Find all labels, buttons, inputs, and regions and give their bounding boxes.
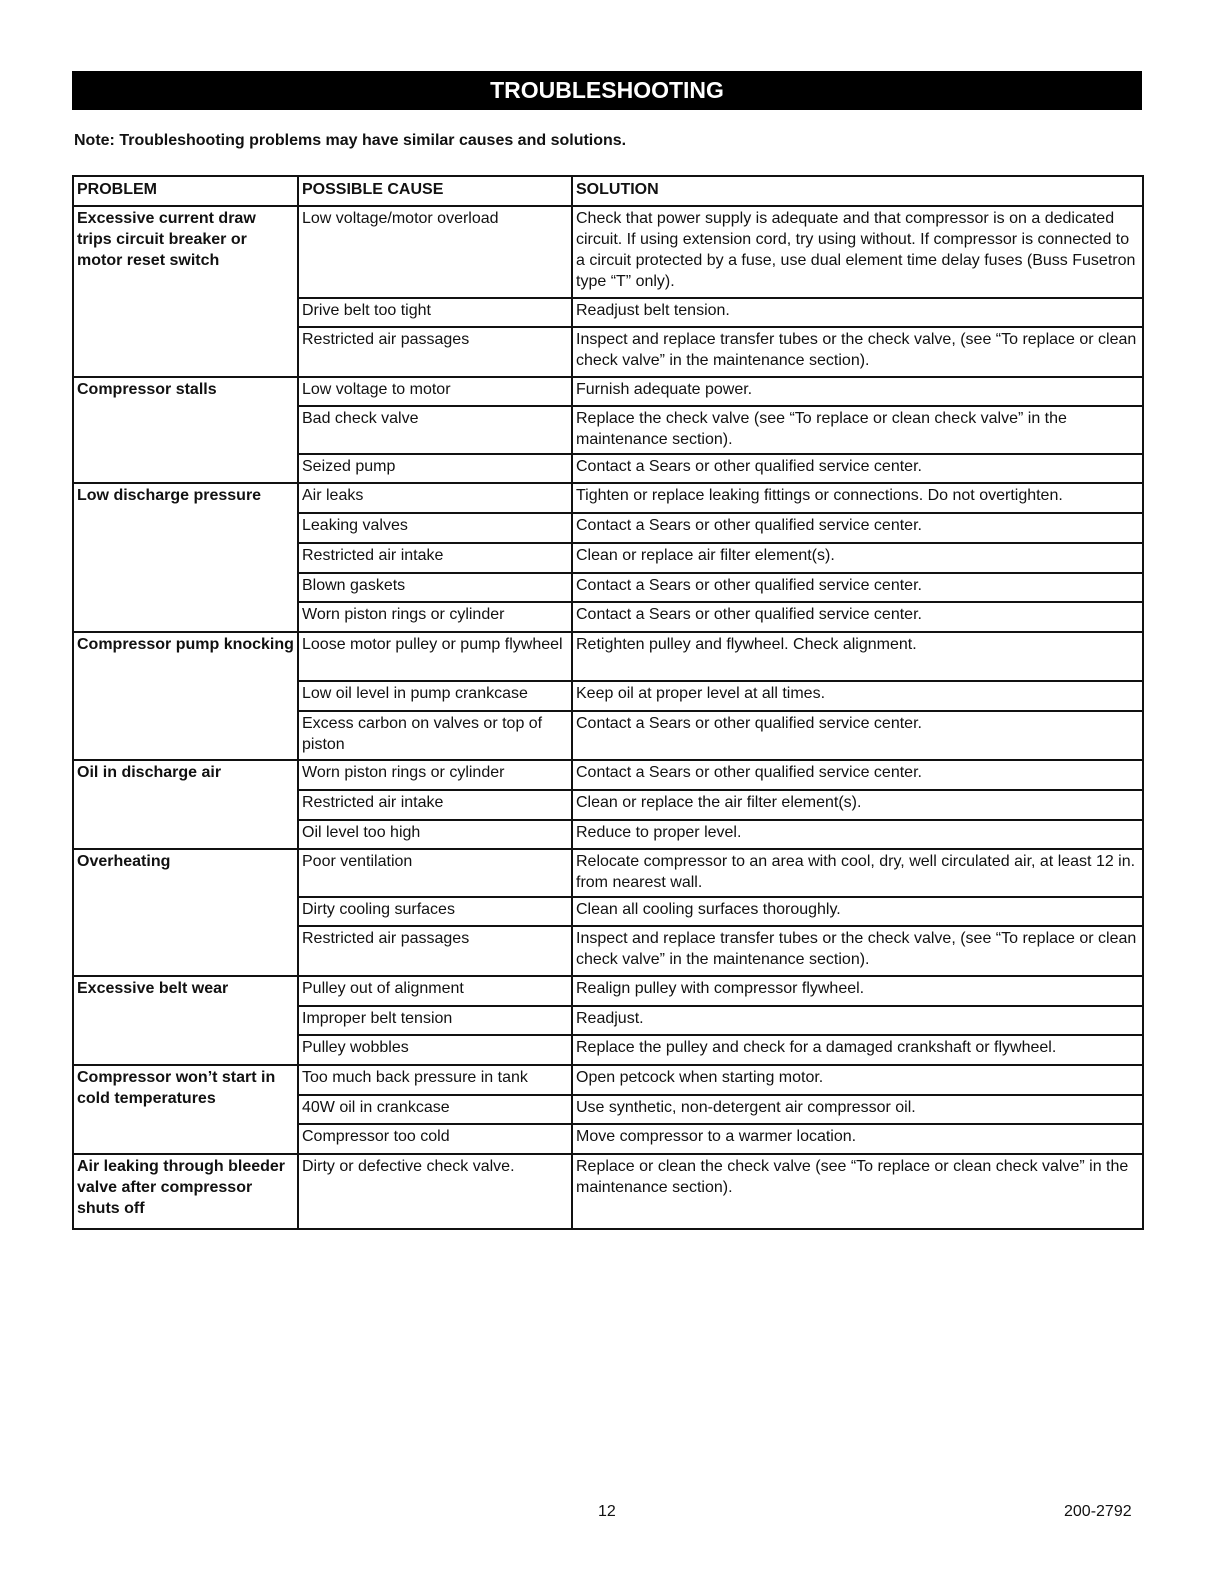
solution-cell: Contact a Sears or other qualified service center. <box>572 711 1143 760</box>
problem-cell: Excessive current draw trips circuit breaker or motor reset switch <box>73 206 298 377</box>
problem-cell: Excessive belt wear <box>73 976 298 1065</box>
cause-cell: Blown gaskets <box>298 573 572 602</box>
table-row <box>73 976 1143 1006</box>
solution-cell: Furnish adequate power. <box>572 377 1143 406</box>
cause-cell: Excess carbon on valves or top of piston <box>298 711 572 760</box>
problem-cell: Compressor won’t start in cold temperatures <box>73 1065 298 1154</box>
solution-cell: Use synthetic, non-detergent air compressor oil. <box>572 1095 1143 1124</box>
solution-cell: Check that power supply is adequate and that compressor is on a dedicated circuit. If using extension cord, try using without. If compressor is connected to a circuit protected by a fuse, use dual element time delay fuses (Buss Fusetron type “T” only). <box>572 206 1143 298</box>
table-row <box>73 632 1143 681</box>
cause-cell: Low oil level in pump crankcase <box>298 681 572 711</box>
table-row <box>73 760 1143 790</box>
cause-cell: Pulley out of alignment <box>298 976 572 1006</box>
solution-cell: Retighten pulley and flywheel. Check alignment. <box>572 632 1143 681</box>
problem-cell: Overheating <box>73 849 298 976</box>
solution-cell: Readjust belt tension. <box>572 298 1143 327</box>
solution-cell: Clean all cooling surfaces thoroughly. <box>572 897 1143 926</box>
solution-cell: Replace the check valve (see “To replace or clean check valve” in the maintenance section). <box>572 406 1143 454</box>
solution-cell: Move compressor to a warmer location. <box>572 1124 1143 1154</box>
solution-cell: Replace or clean the check valve (see “To replace or clean check valve” in the maintenance section). <box>572 1154 1143 1229</box>
problem-cell: Compressor stalls <box>73 377 298 483</box>
solution-cell: Contact a Sears or other qualified service center. <box>572 513 1143 543</box>
solution-cell: Open petcock when starting motor. <box>572 1065 1143 1095</box>
solution-cell: Contact a Sears or other qualified service center. <box>572 760 1143 790</box>
cause-cell: Low voltage to motor <box>298 377 572 406</box>
cause-cell: Air leaks <box>298 483 572 513</box>
cause-cell: Bad check valve <box>298 406 572 454</box>
cause-cell: Worn piston rings or cylinder <box>298 760 572 790</box>
cause-cell: Restricted air intake <box>298 543 572 573</box>
cause-cell: Compressor too cold <box>298 1124 572 1154</box>
cause-cell: 40W oil in crankcase <box>298 1095 572 1124</box>
table-row <box>73 483 1143 513</box>
solution-cell: Contact a Sears or other qualified service center. <box>572 573 1143 602</box>
note: Note: Troubleshooting problems may have similar causes and solutions. <box>74 132 627 149</box>
cause-cell: Restricted air intake <box>298 790 572 820</box>
solution-cell: Replace the pulley and check for a damaged crankshaft or flywheel. <box>572 1035 1143 1065</box>
cause-cell: Worn piston rings or cylinder <box>298 602 572 632</box>
problem-cell: Oil in discharge air <box>73 760 298 849</box>
cause-cell: Poor ventilation <box>298 849 572 897</box>
cause-cell: Leaking valves <box>298 513 572 543</box>
solution-cell: Tighten or replace leaking fittings or connections. Do not overtighten. <box>572 483 1143 513</box>
table-row <box>73 206 1143 298</box>
cause-cell: Low voltage/motor overload <box>298 206 572 298</box>
cause-cell: Pulley wobbles <box>298 1035 572 1065</box>
cause-cell: Restricted air passages <box>298 327 572 377</box>
troubleshooting-table <box>72 175 1144 1230</box>
cause-cell: Dirty or defective check valve. <box>298 1154 572 1229</box>
cause-cell: Dirty cooling surfaces <box>298 897 572 926</box>
cause-cell: Seized pump <box>298 454 572 483</box>
page-number: 12 <box>598 1503 616 1520</box>
header-possible-cause: POSSIBLE CAUSE <box>298 176 572 206</box>
solution-cell: Inspect and replace transfer tubes or the check valve, (see “To replace or clean check valve” in the maintenance section). <box>572 926 1143 976</box>
table-row <box>73 849 1143 897</box>
table-row <box>73 1154 1143 1229</box>
problem-cell: Compressor pump knocking <box>73 632 298 760</box>
solution-cell: Clean or replace air filter element(s). <box>572 543 1143 573</box>
table-row <box>73 1065 1143 1095</box>
solution-cell: Contact a Sears or other qualified service center. <box>572 454 1143 483</box>
solution-cell: Inspect and replace transfer tubes or the check valve, (see “To replace or clean check valve” in the maintenance section). <box>572 327 1143 377</box>
header-solution: SOLUTION <box>572 176 1143 206</box>
cause-cell: Oil level too high <box>298 820 572 849</box>
cause-cell: Restricted air passages <box>298 926 572 976</box>
solution-cell: Contact a Sears or other qualified service center. <box>572 602 1143 632</box>
solution-cell: Clean or replace the air filter element(s). <box>572 790 1143 820</box>
problem-cell: Low discharge pressure <box>73 483 298 632</box>
header-problem: PROBLEM <box>73 176 298 206</box>
section-title: TROUBLESHOOTING <box>72 71 1142 110</box>
solution-cell: Reduce to proper level. <box>572 820 1143 849</box>
solution-cell: Realign pulley with compressor flywheel. <box>572 976 1143 1006</box>
cause-cell: Too much back pressure in tank <box>298 1065 572 1095</box>
solution-cell: Keep oil at proper level at all times. <box>572 681 1143 711</box>
problem-cell: Air leaking through bleeder valve after compressor shuts off <box>73 1154 298 1229</box>
table-row <box>73 377 1143 406</box>
solution-cell: Readjust. <box>572 1006 1143 1035</box>
cause-cell: Improper belt tension <box>298 1006 572 1035</box>
solution-cell: Relocate compressor to an area with cool, dry, well circulated air, at least 12 in. from nearest wall. <box>572 849 1143 897</box>
document-number: 200-2792 <box>1064 1503 1132 1520</box>
cause-cell: Drive belt too tight <box>298 298 572 327</box>
cause-cell: Loose motor pulley or pump flywheel <box>298 632 572 681</box>
table-header-row <box>73 176 1143 206</box>
